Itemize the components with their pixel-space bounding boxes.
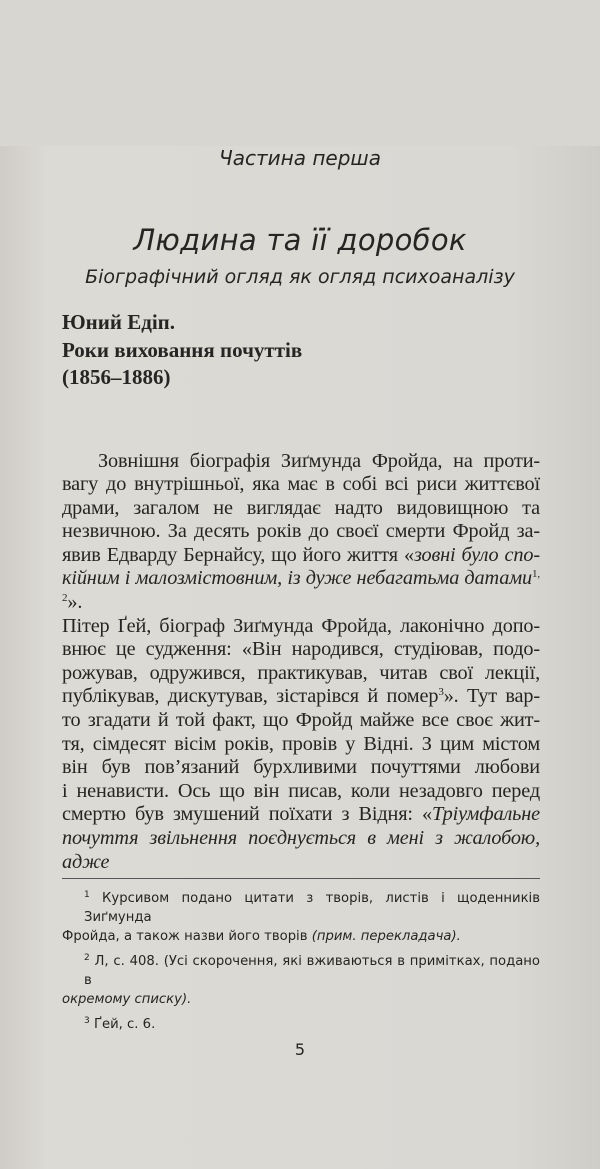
footnote-line <box>62 1015 540 1034</box>
footnote-line <box>62 927 540 946</box>
footnote-reference: 3 <box>438 686 444 699</box>
body-text-segment: Тріумфальне <box>431 803 540 826</box>
body-text-segment: рожував, одружився, практикував, читав свої лекції, <box>62 661 540 684</box>
body-line <box>62 685 540 709</box>
body-line <box>62 756 540 780</box>
body-text-segment: явив Едварду Бернайсу, що його життя « <box>62 543 414 566</box>
part-title: Частина перша <box>219 146 381 170</box>
body-line <box>62 733 540 757</box>
body-text-segment: публікував, дискутував, зістарівся й помер <box>62 685 439 708</box>
footnote-mark: 1 <box>84 890 90 901</box>
body-line <box>62 803 540 827</box>
footnote-reference: 1, 2 <box>62 568 540 605</box>
body-text-segment: смертю був змушений поїхати з Відня: « <box>62 803 432 826</box>
body-line <box>62 497 540 521</box>
page-content <box>0 146 600 1072</box>
footnote-mark: 2 <box>84 953 90 964</box>
body-text <box>62 450 540 875</box>
body-line <box>62 520 540 544</box>
footnotes <box>62 889 540 1034</box>
footnote-line <box>62 990 540 1009</box>
body-text-segment: ». Тут вар- <box>443 685 540 708</box>
body-line <box>62 450 540 474</box>
footnote <box>62 1015 540 1034</box>
body-line <box>62 567 540 614</box>
footnote-line <box>62 952 540 990</box>
chapter-subtitle: Біографічний огляд як огляд психоаналізу <box>85 266 515 288</box>
body-line <box>62 473 540 497</box>
body-text-segment: вагу до внутрішньої, яка має в собі всі риси життєвої <box>62 473 540 496</box>
footnote-mark: 3 <box>84 1016 90 1027</box>
footnote-text-italic: (прим. перекладача). <box>311 929 461 945</box>
chapter-title: Людина та її доробок <box>133 223 467 257</box>
body-text-segment: він був пов’язаний бурхливими почуттями любови <box>62 756 540 779</box>
body-line <box>62 544 540 568</box>
footnote-text-italic: окремому списку). <box>62 992 192 1008</box>
body-line <box>62 780 540 804</box>
body-text-segment: і ненависти. Ось що він писав, коли незадовго перед <box>62 779 540 802</box>
body-text-segment: драми, загалом не виглядає надто видовищною та <box>62 496 540 519</box>
body-text-segment: зовні було спо- <box>413 543 540 566</box>
section-heading-line: Роки виховання почуттів <box>62 337 303 362</box>
body-text-segment: ». <box>67 591 83 614</box>
body-text-segment: тя, сімдесят вісім років, провів у Відні. З цим містом <box>62 732 540 755</box>
section-heading-line: Юний Едіп. <box>62 310 176 334</box>
footnote-text: Фройда, а також назви його творів <box>62 929 312 945</box>
footnote-line <box>62 889 540 927</box>
section-heading <box>62 309 600 392</box>
section-heading-line: (1856–1886) <box>62 365 171 389</box>
footnote-text: Курсивом подано цитати з творів, листів і щоденників Зиґмунда <box>84 891 540 926</box>
footnote <box>62 952 540 1009</box>
body-text-segment: почуття звільнення поєднується в мені з жалобою, адже <box>62 827 540 873</box>
body-text-segment: то згадати й той факт, що Фройд майже все своє жит- <box>62 709 540 732</box>
body-line <box>62 827 540 874</box>
footnote-divider <box>62 878 540 879</box>
footnote-text: Л, с. 408. (Усі скорочення, які вживаються в примітках, подано в <box>84 954 540 989</box>
footnote <box>62 889 540 946</box>
body-text-segment: внює це судження: «Він народився, студіював, подо- <box>62 638 540 661</box>
body-line <box>62 662 540 686</box>
body-line <box>62 638 540 662</box>
body-text-segment: незвичною. За десять років до своєї смерти Фройд за- <box>62 520 540 543</box>
body-text-segment: кійним і малозмістовним, із дуже небагатьма датами <box>62 567 533 590</box>
body-text-segment: Зовнішня біографія Зиґмунда Фройда, на проти- <box>98 449 540 472</box>
page-number: 5 <box>294 1040 306 1060</box>
footnote-text: Ґей, с. 6. <box>93 1017 156 1033</box>
body-line <box>62 709 540 733</box>
body-line <box>62 615 540 639</box>
body-text-segment: Пітер Ґей, біограф Зиґмунда Фройда, лаконічно допо- <box>62 614 540 637</box>
